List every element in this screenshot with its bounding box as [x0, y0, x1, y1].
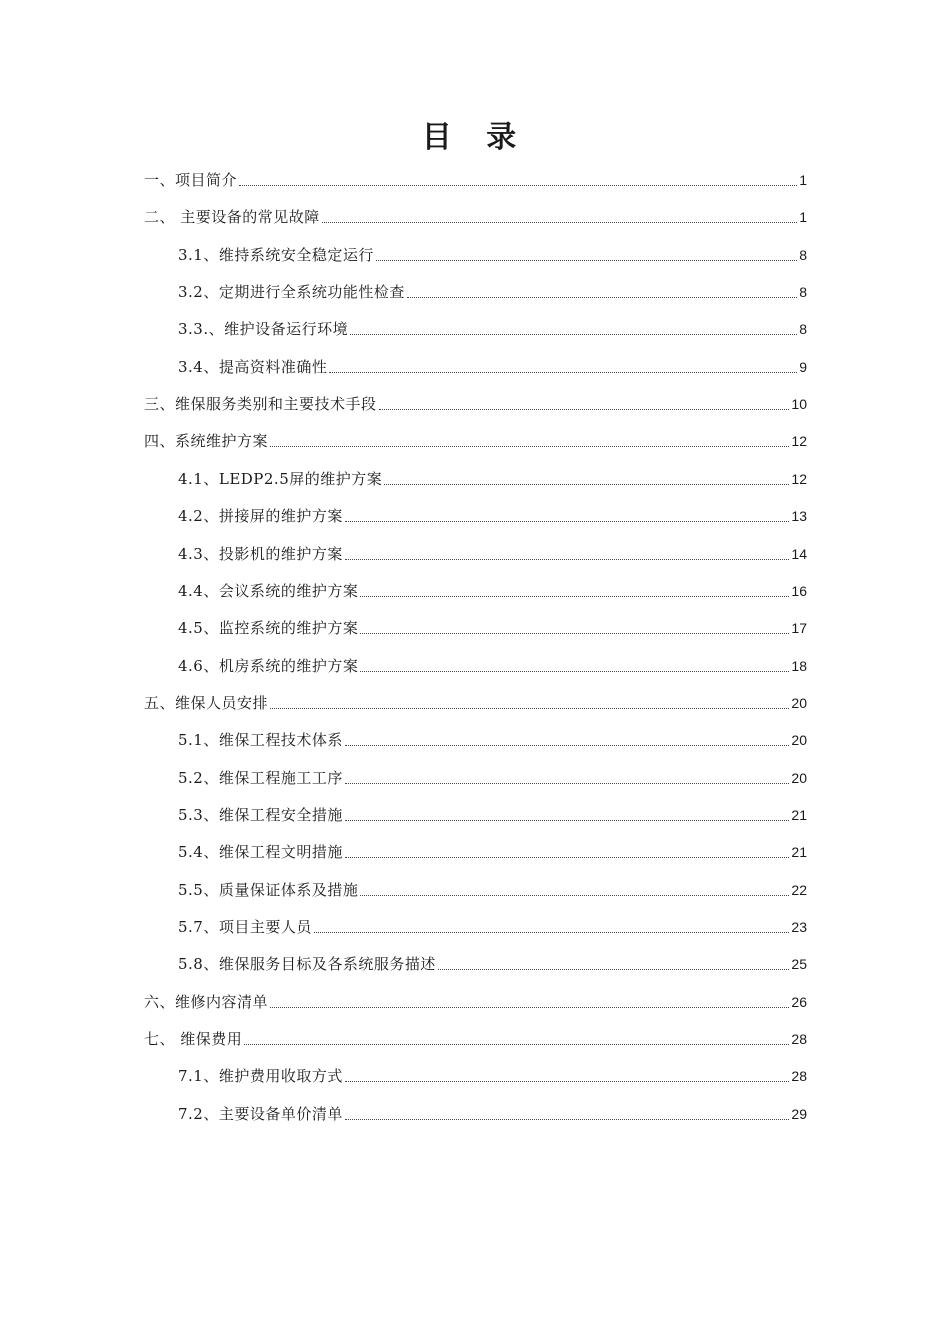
- toc-entry[interactable]: [178, 726, 807, 750]
- toc-entry-page-number: 28: [791, 1068, 807, 1085]
- toc-entry[interactable]: [178, 652, 807, 676]
- toc-dot-leader: [384, 484, 789, 485]
- toc-dot-leader: [360, 671, 789, 672]
- toc-dot-leader: [360, 596, 789, 597]
- toc-entry[interactable]: [144, 988, 807, 1012]
- toc-entry-page-number: 12: [791, 470, 807, 487]
- toc-dot-leader: [322, 222, 797, 223]
- toc-entry-label: 一、项目简介: [144, 171, 238, 189]
- toc-entry-label: 二、 主要设备的常见故障: [144, 208, 320, 227]
- toc-entry-label: 5.5、质量保证体系及措施: [178, 880, 359, 899]
- toc-dot-leader: [350, 334, 797, 335]
- toc-dot-leader: [345, 857, 790, 858]
- toc-entry-page-number: 1: [799, 172, 807, 188]
- toc-entry-page-number: 23: [791, 919, 807, 935]
- toc-entry-label: 三、维保服务类别和主要技术手段: [144, 395, 377, 414]
- toc-entry[interactable]: [178, 950, 807, 974]
- toc-entry-page-number: 21: [791, 844, 807, 861]
- toc-dot-leader: [345, 820, 790, 821]
- toc-entry[interactable]: [144, 166, 807, 190]
- toc-entry[interactable]: [178, 913, 807, 937]
- toc-entry[interactable]: [178, 241, 807, 265]
- toc-entry[interactable]: [144, 1025, 807, 1049]
- toc-entry-label: 5.7、项目主要人员: [178, 918, 312, 936]
- toc-entry-page-number: 14: [791, 545, 807, 562]
- toc-dot-leader: [379, 409, 790, 410]
- toc-entry-page-number: 20: [791, 732, 807, 749]
- toc-entry[interactable]: [178, 278, 807, 302]
- toc-dot-leader: [438, 969, 790, 970]
- toc-entry-label: 3.4、提高资料准确性: [178, 357, 328, 376]
- toc-entry-label: 六、维修内容清单: [144, 992, 269, 1011]
- toc-entry-label: 四、系统维护方案: [144, 432, 269, 451]
- toc-entry-label: 5.1、维保工程技术体系: [178, 731, 343, 750]
- toc-entry-page-number: 16: [791, 582, 807, 599]
- toc-dot-leader: [376, 260, 797, 261]
- toc-entry-label: 5.8、维保服务目标及各系统服务描述: [178, 955, 436, 974]
- toc-entry-page-number: 12: [791, 433, 807, 450]
- toc-entry-page-number: 18: [791, 657, 807, 674]
- toc-entry[interactable]: [144, 203, 807, 227]
- toc-entry-label: 4.2、拼接屏的维护方案: [178, 507, 343, 526]
- toc-entry[interactable]: [144, 427, 807, 451]
- toc-entry[interactable]: [178, 353, 807, 377]
- toc-entry-page-number: 10: [791, 396, 807, 413]
- toc-entry-label: 5.4、维保工程文明措施: [178, 843, 343, 862]
- toc-entry-label: 5.2、维保工程施工工序: [178, 768, 343, 787]
- toc-entry-page-number: 25: [791, 956, 807, 973]
- toc-entry-page-number: 29: [791, 1105, 807, 1122]
- toc-dot-leader: [270, 708, 789, 709]
- toc-entry[interactable]: [178, 540, 807, 564]
- toc-dot-leader: [360, 633, 789, 634]
- toc-dot-leader: [270, 1007, 789, 1008]
- toc-entry-page-number: 22: [791, 881, 807, 898]
- toc-dot-leader: [345, 745, 790, 746]
- toc-dot-leader: [244, 1044, 789, 1045]
- toc-entry-label: 五、维保人员安排: [144, 693, 269, 712]
- toc-entry[interactable]: [178, 838, 807, 862]
- toc-entry-label: 4.3、投影机的维护方案: [178, 544, 343, 563]
- toc-dot-leader: [329, 372, 797, 373]
- toc-entry-label: 4.6、机房系统的维护方案: [178, 656, 359, 675]
- toc-entry-label: 3.2、定期进行全系统功能性检查: [178, 283, 405, 302]
- toc-dot-leader: [314, 932, 790, 933]
- toc-dot-leader: [345, 521, 790, 522]
- toc-title: 目 录: [421, 120, 529, 155]
- toc-dot-leader: [345, 783, 790, 784]
- toc-dot-leader: [270, 446, 789, 447]
- toc-entry-page-number: 8: [799, 246, 807, 263]
- toc-dot-leader: [239, 185, 797, 186]
- toc-entry-page-number: 17: [791, 620, 807, 637]
- toc-entry[interactable]: [178, 502, 807, 526]
- toc-entry[interactable]: [178, 1100, 807, 1124]
- toc-entry[interactable]: [178, 801, 807, 825]
- toc-entry-page-number: 20: [791, 694, 807, 711]
- toc-entry[interactable]: [178, 1062, 807, 1086]
- toc-entry[interactable]: [178, 764, 807, 788]
- toc-entry[interactable]: [178, 577, 807, 601]
- toc-entry-page-number: 8: [799, 284, 807, 301]
- toc-entry-page-number: 1: [799, 209, 807, 226]
- toc-dot-leader: [360, 895, 789, 896]
- toc-dot-leader: [345, 559, 790, 560]
- toc-entry-page-number: 8: [799, 321, 807, 338]
- toc-entry-label: 7.2、主要设备单价清单: [178, 1104, 343, 1123]
- toc-entry[interactable]: [178, 315, 807, 339]
- toc-entry[interactable]: [144, 689, 807, 713]
- toc-entry-label: 4.1、LEDP2.5屏的维护方案: [178, 469, 383, 488]
- toc-dot-leader: [345, 1081, 790, 1082]
- toc-entry-page-number: 21: [791, 806, 807, 823]
- toc-entry[interactable]: [144, 390, 807, 414]
- toc-entry-page-number: 26: [791, 993, 807, 1010]
- toc-entry[interactable]: [178, 876, 807, 900]
- toc-entry[interactable]: [178, 465, 807, 489]
- toc-entry-page-number: 20: [791, 769, 807, 786]
- toc-entry-label: 3.1、维持系统安全稳定运行: [178, 245, 374, 264]
- toc-entry[interactable]: [178, 614, 807, 638]
- toc-entry-label: 5.3、维保工程安全措施: [178, 805, 343, 824]
- toc-entry-page-number: 9: [799, 358, 807, 375]
- toc-dot-leader: [345, 1119, 790, 1120]
- toc-entry-page-number: 13: [791, 508, 807, 525]
- toc-entry-label: 4.4、会议系统的维护方案: [178, 581, 359, 600]
- toc-entry-label: 7.1、维护费用收取方式: [178, 1067, 343, 1086]
- toc-entry-label: 七、 维保费用: [144, 1030, 243, 1049]
- toc-dot-leader: [407, 297, 797, 298]
- toc-entry-label: 4.5、监控系统的维护方案: [178, 619, 359, 638]
- toc-entry-page-number: 28: [791, 1031, 807, 1048]
- toc-entry-label: 3.3.、维护设备运行环境: [178, 320, 349, 339]
